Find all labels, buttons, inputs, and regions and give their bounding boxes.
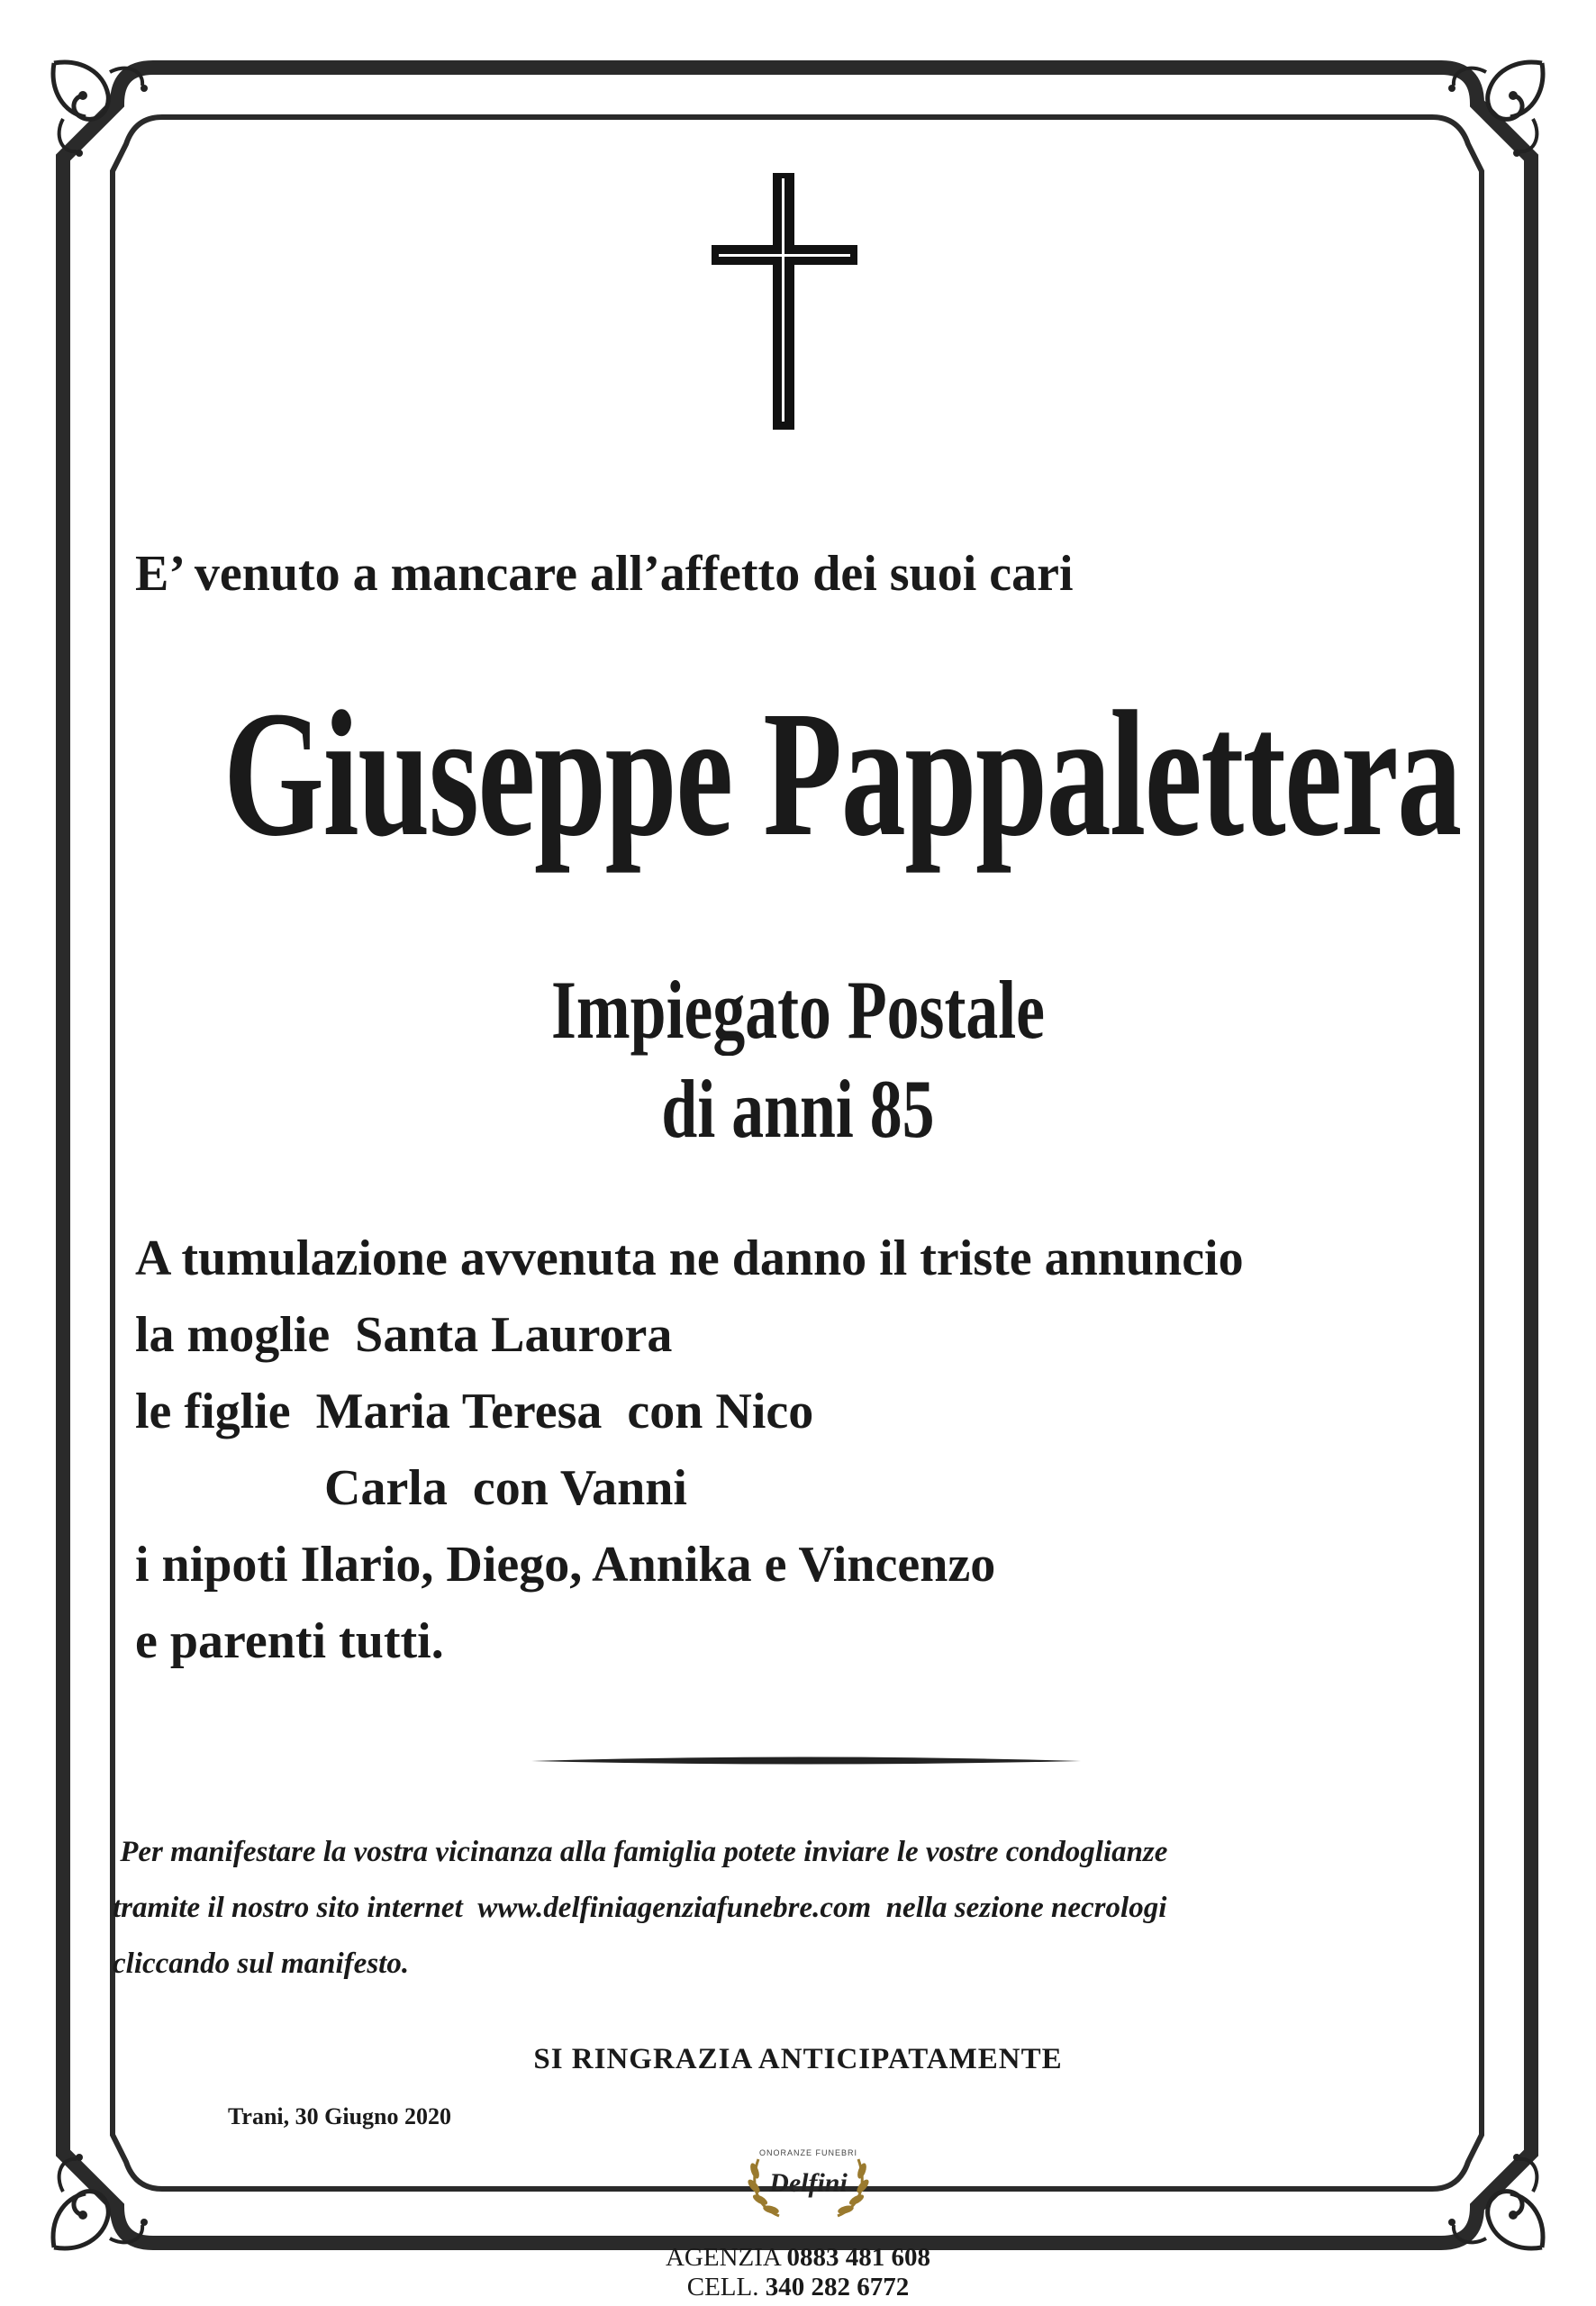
announcement-line: i nipoti Ilario, Diego, Annika e Vincenzo <box>135 1537 996 1593</box>
thanks-text: SI RINGRAZIA ANTICIPATAMENTE <box>533 2043 1063 2075</box>
agency-mobile-line <box>0 2273 1596 2302</box>
announcement-line: la moglie Santa Laurora <box>135 1307 673 1363</box>
announcement-line: A tumulazione avvenuta ne danno il triste annuncio <box>135 1230 1244 1286</box>
agency-phone: 0883 481 608 <box>786 2243 930 2272</box>
agency-contacts <box>0 2243 1596 2302</box>
agency-logo <box>739 2139 878 2225</box>
condolence-note <box>113 1824 1167 1992</box>
deceased-profession: Impiegato Postale <box>550 964 1046 1056</box>
announcement-line: e parenti tutti. <box>135 1613 444 1669</box>
agency-mobile: 340 282 6772 <box>765 2273 910 2301</box>
note-line: Per manifestare la vostra vicinanza alla famiglia potete inviare le vostre condoglianze <box>113 1836 1168 1868</box>
announcement-block <box>135 1221 1244 1680</box>
divider-line <box>531 1757 1081 1765</box>
logo-name: Delfini <box>769 2168 848 2198</box>
mobile-label: CELL. <box>686 2273 759 2301</box>
cross-icon <box>712 173 857 430</box>
agency-phone-line <box>0 2243 1596 2273</box>
deceased-name: Giuseppe Pappalettera <box>223 675 1461 874</box>
deceased-age: di anni 85 <box>661 1063 935 1155</box>
place-date: Trani, 30 Giugno 2020 <box>228 2103 452 2129</box>
note-line: cliccando sul manifesto. <box>113 1947 410 1980</box>
intro-text: E’ venuto a mancare all’affetto dei suoi cari <box>135 546 1074 602</box>
announcement-line: le figlie Maria Teresa con Nico <box>135 1384 814 1439</box>
logo-tagline: ONORANZE FUNEBRI <box>758 2148 857 2157</box>
note-line: tramite il nostro sito internet www.delfiniagenziafunebre.com nella sezione necrologi <box>113 1892 1167 1924</box>
announcement-line: Carla con Vanni <box>135 1460 687 1516</box>
agency-label: AGENZIA <box>665 2243 781 2272</box>
